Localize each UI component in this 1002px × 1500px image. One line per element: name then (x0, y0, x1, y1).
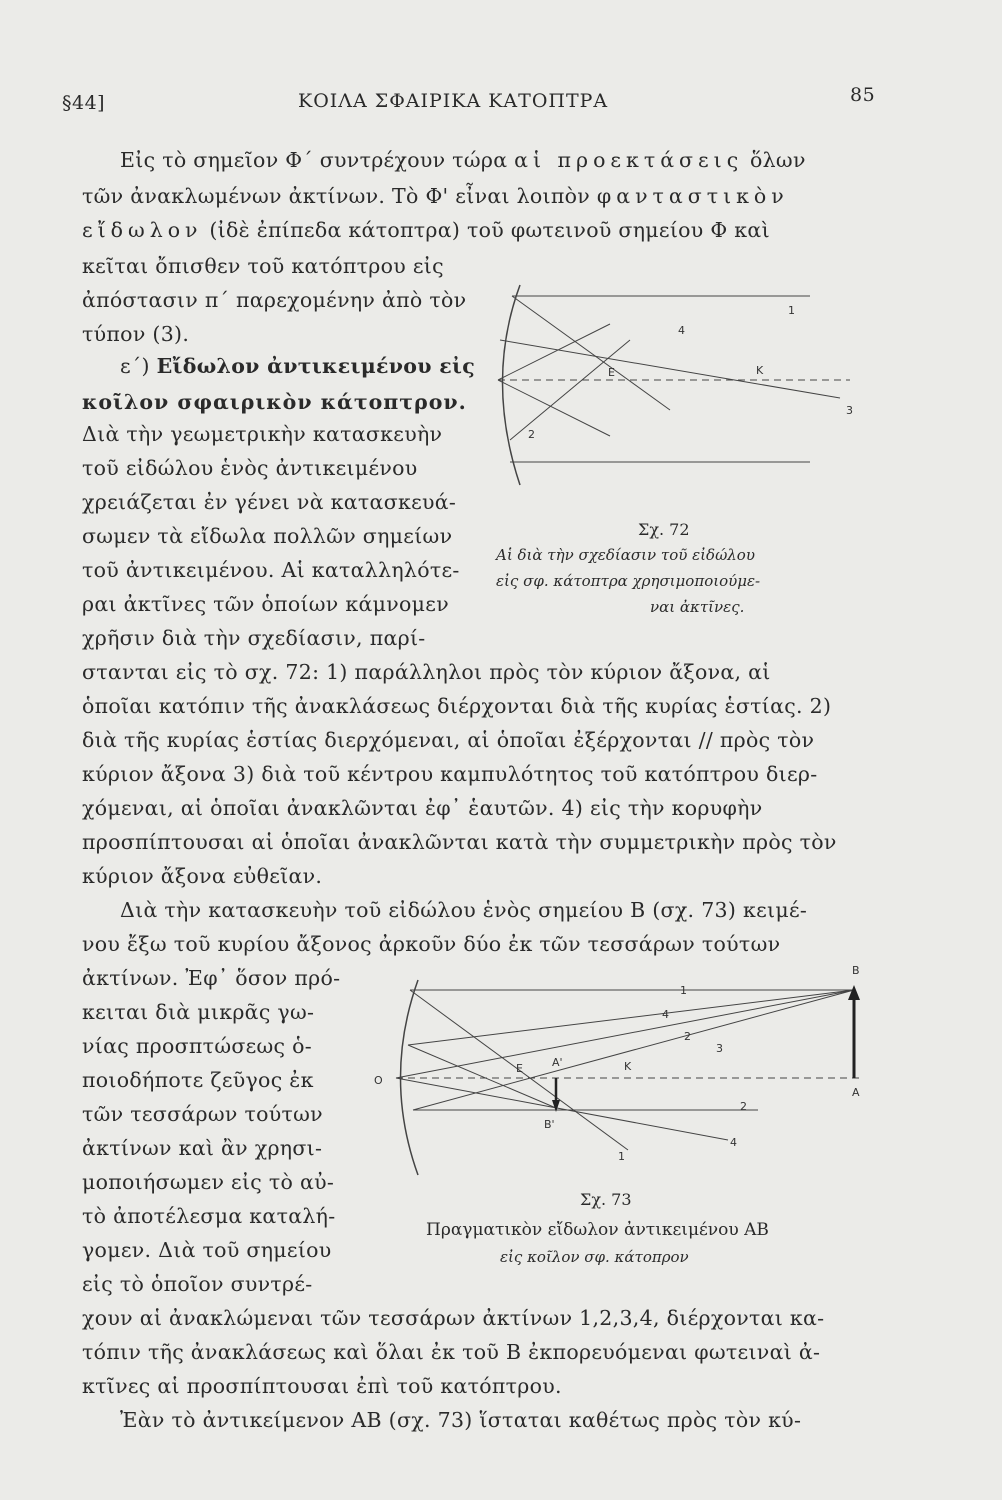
fig73-label-B: B (852, 964, 860, 977)
text-line: χρειάζεται ἐν γένει νὰ κατασκευά- (82, 490, 457, 514)
ray-2-incident (510, 340, 630, 440)
fig73-label-O: O (374, 1074, 383, 1087)
text-line: τοῦ εἰδώλου ἑνὸς ἀντικειμένου (82, 456, 418, 480)
text-line: ραι ἀκτῖνες τῶν ὁποίων κάμνομεν (82, 592, 449, 616)
text-line: κύριον ἄξονα 3) διὰ τοῦ κέντρου καμπυλότητος τοῦ κατόπτρου διερ- (82, 762, 818, 786)
section-heading: ε΄) Εἴδωλον ἀντικειμένου εἰς (120, 354, 475, 378)
figure-73-number: Σχ. 73 (580, 1190, 632, 1209)
fig73-label-4: 4 (662, 1008, 669, 1021)
text-line: Διὰ τὴν κατασκευὴν τοῦ εἰδώλου ἑνὸς σημείου Β (σχ. 73) κειμέ- (120, 898, 808, 922)
figure-72-diagram (480, 280, 860, 490)
section-marker: §44] (62, 92, 106, 114)
text-line: νίας προσπτώσεως ὁ- (82, 1034, 313, 1058)
ray-2-incident (413, 990, 854, 1110)
text-line: τύπον (3). (82, 322, 190, 346)
figure-72-caption-line: ναι ἀκτῖνες. (650, 598, 745, 616)
fig72-label-4: 4 (678, 324, 685, 337)
text-line: σωμεν τὰ εἴδωλα πολλῶν σημείων (82, 524, 453, 548)
fig73-label-K: K (624, 1060, 632, 1073)
fig73-label-2-bottom: 2 (740, 1100, 747, 1113)
fig73-label-E: E (516, 1062, 523, 1075)
text-line: κτῖνες αἱ προσπίπτουσαι ἐπὶ τοῦ κατόπτρου. (82, 1374, 562, 1398)
section-heading-cont: κοῖλον σφαιρικὸν κάτοπτρον. (82, 390, 467, 414)
text-line: τόπιν τῆς ἀνακλάσεως καὶ ὅλαι ἐκ τοῦ Β ἐκπορευόμεναι φωτειναὶ ἀ- (82, 1340, 821, 1364)
ray-3 (408, 990, 854, 1045)
text-line: κύριον ἄξονα εὐθεῖαν. (82, 864, 323, 888)
text-line: ἀπόστασιν π΄ παρεχομένην ἀπὸ τὸν (82, 288, 467, 312)
fig73-label-3: 3 (716, 1042, 723, 1055)
text-line: διὰ τῆς κυρίας ἑστίας διερχόμεναι, αἱ ὁποῖαι ἐξέρχονται // πρὸς τὸν (82, 728, 815, 752)
ray-4-reflected (498, 380, 610, 436)
fig72-label-K: K (756, 364, 764, 377)
text-line: προσπίπτουσαι αἱ ὁποῖαι ἀνακλῶνται κατὰ τὴν συμμετρικὴν πρὸς τὸν (82, 830, 837, 854)
figure-72-caption-line: Αἱ διὰ τὴν σχεδίασιν τοῦ εἰδώλου (496, 546, 755, 564)
fig73-label-4-bottom: 4 (730, 1136, 737, 1149)
text-line: τῶν ἀνακλωμένων ἀκτίνων. Τὸ Φ' εἶναι λοιπὸν φανταστικὸν (82, 184, 789, 208)
figure-72-number: Σχ. 72 (638, 520, 690, 539)
page-number: 85 (850, 84, 876, 106)
ray-4-reflected (396, 1078, 728, 1140)
ray-4-incident (498, 324, 610, 380)
text-line: κειται διὰ μικρᾶς γω- (82, 1000, 315, 1024)
text-line: κεῖται ὄπισθεν τοῦ κατόπτρου εἰς (82, 254, 444, 278)
figure-73-diagram (368, 960, 868, 1180)
text-line: τὸ ἀποτέλεσμα καταλή- (82, 1204, 336, 1228)
spaced-emphasis: εἴδωλον (82, 218, 203, 242)
text-line: Διὰ τὴν γεωμετρικὴν κατασκευὴν (82, 422, 443, 446)
text-line: εἰς τὸ ὁποῖον συντρέ- (82, 1272, 313, 1296)
text-line: γομεν. Διὰ τοῦ σημείου (82, 1238, 332, 1262)
fig72-label-3: 3 (846, 404, 853, 417)
text-line: νου ἔξω τοῦ κυρίου ἄξονος ἀρκοῦν δύο ἐκ τῶν τεσσάρων τούτων (82, 932, 781, 956)
fig72-label-E: E (608, 366, 615, 379)
ray-3 (500, 340, 840, 398)
text-line: τῶν τεσσάρων τούτων (82, 1102, 323, 1126)
text-line: μοποιήσωμεν εἰς τὸ αὐ- (82, 1170, 335, 1194)
fig73-label-1: 1 (680, 984, 687, 997)
text-line: Εἰς τὸ σημεῖον Φ΄ συντρέχουν τώρα αἱ προεκτάσεις ὅλων (120, 148, 806, 172)
text-line: χόμεναι, αἱ ὁποῖαι ἀνακλῶνται ἐφ᾽ ἑαυτῶν. 4) εἰς τὴν κορυφὴν (82, 796, 763, 820)
text-line: ἀκτίνων καὶ ἂν χρησι- (82, 1136, 323, 1160)
spaced-emphasis: αἱ προεκτάσεις (514, 148, 744, 172)
text-line: στανται εἰς τὸ σχ. 72: 1) παράλληλοι πρὸς τὸν κύριον ἄξονα, αἱ (82, 660, 771, 684)
fig72-label-1: 1 (788, 304, 795, 317)
text-line: ὁποῖαι κατόπιν τῆς ἀνακλάσεως διέρχονται διὰ τῆς κυρίας ἑστίας. 2) (82, 694, 832, 718)
spaced-emphasis: φανταστικὸν (596, 184, 789, 208)
text-line: Ἐὰν τὸ ἀντικείμενον ΑΒ (σχ. 73) ἵσταται καθέτως πρὸς τὸν κύ- (120, 1408, 802, 1432)
ray-3-back (408, 1045, 556, 1108)
object-arrow-head (848, 985, 860, 1000)
fig73-label-A-prime: A' (552, 1056, 563, 1069)
text-line: ποιοδήποτε ζεῦγος ἐκ (82, 1068, 314, 1092)
fig72-label-2: 2 (528, 428, 535, 441)
concave-mirror (503, 285, 521, 485)
figure-72-caption-line: εἰς σφ. κάτοπτρα χρησιμοποιούμε- (496, 572, 761, 590)
figure-73-caption-line: Πραγματικὸν εἴδωλον ἀντικειμένου ΑΒ (426, 1220, 769, 1240)
running-title: ΚΟΙΛΑ ΣΦΑΙΡΙΚΑ ΚΑΤΟΠΤΡΑ (298, 90, 609, 112)
fig73-label-B-prime: B' (544, 1118, 555, 1131)
fig73-label-2: 2 (684, 1030, 691, 1043)
ray-1-reflected (512, 296, 670, 410)
fig73-label-1-bottom: 1 (618, 1150, 625, 1163)
text-line: τοῦ ἀντικειμένου. Αἱ καταλληλότε- (82, 558, 460, 582)
text-line: ἀκτίνων. Ἐφ᾽ ὅσον πρό- (82, 966, 341, 990)
text-line: εἴδωλον (ἰδὲ ἐπίπεδα κάτοπτρα) τοῦ φωτεινοῦ σημείου Φ καὶ (82, 218, 770, 242)
fig73-label-A: A (852, 1086, 860, 1099)
text-line: χρῆσιν διὰ τὴν σχεδίασιν, παρί- (82, 626, 426, 650)
figure-73-caption-line: εἰς κοῖλον σφ. κάτοπρον (500, 1248, 689, 1266)
text-line: χουν αἱ ἀνακλώμεναι τῶν τεσσάρων ἀκτίνων 1,2,3,4, διέρχονται κα- (82, 1306, 825, 1330)
